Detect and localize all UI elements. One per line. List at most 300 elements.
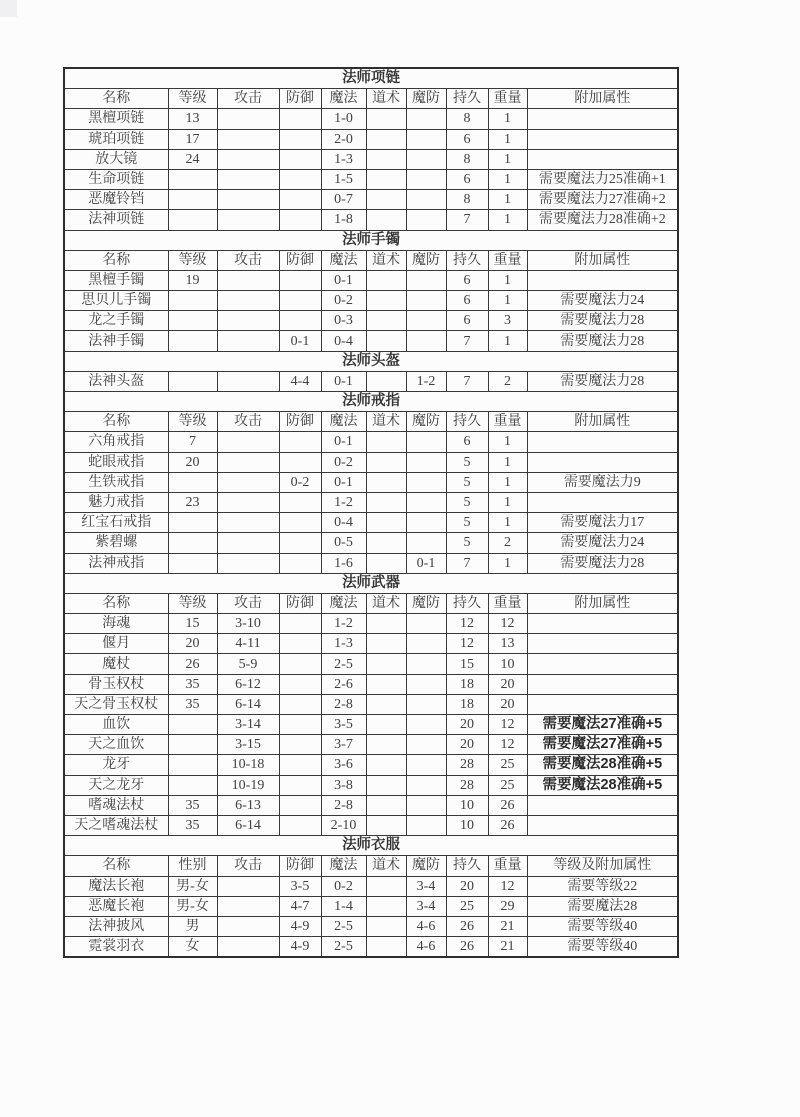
stat-cell: [366, 916, 406, 936]
stat-cell: 1-3: [321, 149, 366, 169]
stat-cell: 1-6: [321, 553, 366, 573]
stat-cell: 28: [446, 775, 488, 795]
stat-cell: [279, 129, 321, 149]
stat-cell: [366, 654, 406, 674]
column-header: 名称: [64, 250, 168, 270]
stat-cell: 3-4: [406, 876, 446, 896]
stat-cell: [366, 331, 406, 351]
stat-cell: 7: [446, 553, 488, 573]
stat-cell: [279, 432, 321, 452]
item-row: [64, 674, 678, 694]
stat-cell: [279, 654, 321, 674]
stat-cell: 4-9: [279, 916, 321, 936]
stat-cell: 20: [488, 674, 527, 694]
column-header: 等级及附加属性: [527, 856, 678, 876]
item-name-cell: 紫碧螺: [64, 533, 168, 553]
stat-cell: [279, 735, 321, 755]
column-header: 道术: [366, 856, 406, 876]
stat-cell: 15: [446, 654, 488, 674]
item-row: [64, 937, 678, 958]
column-header: 防御: [279, 89, 321, 109]
stat-cell: 10: [446, 795, 488, 815]
column-header: 魔法: [321, 89, 366, 109]
stat-cell: 26: [168, 654, 217, 674]
stat-cell: [366, 452, 406, 472]
stat-cell: 5: [446, 492, 488, 512]
stat-cell: 4-6: [406, 916, 446, 936]
stat-cell: [168, 472, 217, 492]
stat-cell: 19: [168, 270, 217, 290]
equipment-table: [63, 67, 679, 958]
stat-cell: [366, 270, 406, 290]
item-name-cell: 法神项链: [64, 210, 168, 230]
stat-cell: 3: [488, 311, 527, 331]
stat-cell: [366, 492, 406, 512]
stat-cell: 需要魔法力17: [527, 513, 678, 533]
stat-cell: 0-2: [279, 472, 321, 492]
stat-cell: 0-3: [321, 311, 366, 331]
stat-cell: 8: [446, 109, 488, 129]
stat-cell: 7: [168, 432, 217, 452]
stat-cell: 3-4: [406, 896, 446, 916]
column-header: 攻击: [217, 250, 279, 270]
item-row: [64, 371, 678, 391]
stat-cell: 6: [446, 432, 488, 452]
stat-cell: 1-4: [321, 896, 366, 916]
stat-cell: 5: [446, 472, 488, 492]
stat-cell: [406, 190, 446, 210]
stat-cell: [366, 371, 406, 391]
item-name-cell: 魅力戒指: [64, 492, 168, 512]
stat-cell: 2-8: [321, 795, 366, 815]
stat-cell: [366, 472, 406, 492]
stat-cell: 需要等级22: [527, 876, 678, 896]
item-row: [64, 715, 678, 735]
column-header: 等级: [168, 89, 217, 109]
item-row: [64, 755, 678, 775]
stat-cell: [406, 795, 446, 815]
stat-cell: 7: [446, 210, 488, 230]
column-header: 持久: [446, 593, 488, 613]
item-row: [64, 190, 678, 210]
stat-cell: [217, 492, 279, 512]
stat-cell: [279, 109, 321, 129]
stat-cell: [168, 513, 217, 533]
item-name-cell: 龙牙: [64, 755, 168, 775]
stat-cell: 0-7: [321, 190, 366, 210]
stat-cell: 26: [488, 795, 527, 815]
stat-cell: [217, 149, 279, 169]
column-header-row: [64, 250, 678, 270]
stat-cell: 3-5: [279, 876, 321, 896]
stat-cell: [217, 452, 279, 472]
stat-cell: 3-7: [321, 735, 366, 755]
stat-cell: 0-2: [321, 452, 366, 472]
stat-cell: 25: [446, 896, 488, 916]
stat-cell: [279, 492, 321, 512]
stat-cell: [366, 795, 406, 815]
column-header: 名称: [64, 856, 168, 876]
item-name-cell: 血饮: [64, 715, 168, 735]
stat-cell: [366, 815, 406, 835]
stat-cell: 6: [446, 169, 488, 189]
stat-cell: [406, 331, 446, 351]
column-header-row: [64, 89, 678, 109]
item-name-cell: 生命项链: [64, 169, 168, 189]
item-row: [64, 492, 678, 512]
stat-cell: 7: [446, 371, 488, 391]
item-row: [64, 331, 678, 351]
scan-artifact: [0, 0, 17, 17]
column-header: 持久: [446, 412, 488, 432]
stat-cell: [366, 937, 406, 958]
stat-cell: 12: [488, 614, 527, 634]
stat-cell: 4-9: [279, 937, 321, 958]
stat-cell: [366, 291, 406, 311]
section-3: [64, 392, 678, 574]
stat-cell: [168, 755, 217, 775]
stat-cell: [366, 775, 406, 795]
column-header: 防御: [279, 593, 321, 613]
stat-cell: [217, 169, 279, 189]
stat-cell: [527, 492, 678, 512]
stat-cell: [279, 270, 321, 290]
stat-cell: 3-10: [217, 614, 279, 634]
item-row: [64, 452, 678, 472]
column-header: 持久: [446, 856, 488, 876]
stat-cell: [279, 210, 321, 230]
stat-cell: [279, 452, 321, 472]
item-row: [64, 311, 678, 331]
column-header: 防御: [279, 412, 321, 432]
stat-cell: [279, 674, 321, 694]
column-header: 攻击: [217, 412, 279, 432]
stat-cell: [279, 169, 321, 189]
column-header: 道术: [366, 89, 406, 109]
stat-cell: [406, 311, 446, 331]
stat-cell: [279, 755, 321, 775]
stat-cell: [168, 371, 217, 391]
column-header: 附加属性: [527, 250, 678, 270]
stat-cell: [527, 129, 678, 149]
stat-cell: 2-5: [321, 654, 366, 674]
stat-cell: 25: [488, 755, 527, 775]
stat-cell: 1: [488, 129, 527, 149]
stat-cell: 29: [488, 896, 527, 916]
stat-cell: [366, 149, 406, 169]
stat-cell: 0-2: [321, 291, 366, 311]
stat-cell: 1: [488, 291, 527, 311]
stat-cell: 3-5: [321, 715, 366, 735]
column-header: 重量: [488, 250, 527, 270]
stat-cell: [366, 210, 406, 230]
stat-cell: 7: [446, 331, 488, 351]
stat-cell: 28: [446, 755, 488, 775]
stat-cell: 4-11: [217, 634, 279, 654]
item-row: [64, 270, 678, 290]
stat-cell: [406, 755, 446, 775]
stat-cell: [168, 533, 217, 553]
column-header: 重量: [488, 412, 527, 432]
item-name-cell: 天之骨玉权杖: [64, 694, 168, 714]
stat-cell: 20: [168, 452, 217, 472]
section-1: [64, 230, 678, 351]
section-2: [64, 351, 678, 391]
stat-cell: [366, 896, 406, 916]
equipment-sheet: [63, 67, 677, 958]
stat-cell: [406, 513, 446, 533]
item-row: [64, 916, 678, 936]
stat-cell: [406, 775, 446, 795]
stat-cell: 需要魔法力28准确+2: [527, 210, 678, 230]
stat-cell: [527, 149, 678, 169]
stat-cell: [217, 291, 279, 311]
stat-cell: 0-1: [321, 371, 366, 391]
stat-cell: 0-1: [321, 472, 366, 492]
stat-cell: 需要魔法力25准确+1: [527, 169, 678, 189]
stat-cell: [168, 553, 217, 573]
stat-cell: 1: [488, 210, 527, 230]
column-header: 等级: [168, 593, 217, 613]
stat-cell: [217, 533, 279, 553]
stat-cell: 1-0: [321, 109, 366, 129]
stat-cell: [527, 634, 678, 654]
section-title: 法师衣服: [64, 836, 678, 856]
stat-cell: [527, 815, 678, 835]
stat-cell: [406, 210, 446, 230]
stat-cell: [168, 291, 217, 311]
stat-cell: [279, 291, 321, 311]
stat-cell: 需要魔法力28: [527, 311, 678, 331]
column-header: 道术: [366, 412, 406, 432]
stat-cell: [279, 795, 321, 815]
stat-cell: 5: [446, 533, 488, 553]
item-row: [64, 876, 678, 896]
stat-cell: [217, 331, 279, 351]
stat-cell: [406, 129, 446, 149]
section-title: 法师项链: [64, 68, 678, 89]
stat-cell: 1: [488, 492, 527, 512]
stat-cell: 1-5: [321, 169, 366, 189]
stat-cell: 1: [488, 190, 527, 210]
item-row: [64, 432, 678, 452]
stat-cell: [366, 674, 406, 694]
stat-cell: [406, 654, 446, 674]
item-name-cell: 龙之手镯: [64, 311, 168, 331]
stat-cell: [406, 291, 446, 311]
stat-cell: 10: [446, 815, 488, 835]
stat-cell: [366, 614, 406, 634]
stat-cell: [217, 371, 279, 391]
section-0: [64, 68, 678, 230]
stat-cell: 需要魔法力24: [527, 291, 678, 311]
item-name-cell: 思贝儿手镯: [64, 291, 168, 311]
stat-cell: [366, 169, 406, 189]
stat-cell: [168, 311, 217, 331]
column-header: 持久: [446, 250, 488, 270]
stat-cell: [217, 190, 279, 210]
stat-cell: [366, 694, 406, 714]
stat-cell: [279, 614, 321, 634]
stat-cell: 6: [446, 311, 488, 331]
stat-cell: [527, 694, 678, 714]
column-header: 魔防: [406, 89, 446, 109]
stat-cell: 0-2: [321, 876, 366, 896]
stat-cell: 6-13: [217, 795, 279, 815]
stat-cell: [406, 614, 446, 634]
stat-cell: [366, 553, 406, 573]
item-row: [64, 775, 678, 795]
section-title-row: [64, 392, 678, 412]
stat-cell: [217, 916, 279, 936]
stat-cell: 1-3: [321, 634, 366, 654]
stat-cell: 0-5: [321, 533, 366, 553]
item-name-cell: 法神手镯: [64, 331, 168, 351]
stat-cell: 0-1: [321, 270, 366, 290]
item-row: [64, 533, 678, 553]
stat-cell: [366, 513, 406, 533]
section-title-row: [64, 230, 678, 250]
stat-cell: 23: [168, 492, 217, 512]
item-row: [64, 896, 678, 916]
stat-cell: 1: [488, 149, 527, 169]
stat-cell: [366, 755, 406, 775]
stat-cell: [217, 432, 279, 452]
stat-cell: [217, 472, 279, 492]
stat-cell: 3-8: [321, 775, 366, 795]
stat-cell: 12: [488, 715, 527, 735]
column-header: 重量: [488, 89, 527, 109]
stat-cell: 1: [488, 553, 527, 573]
stat-cell: [168, 210, 217, 230]
stat-cell: [406, 109, 446, 129]
section-title-row: [64, 68, 678, 89]
column-header: 魔法: [321, 412, 366, 432]
item-name-cell: 琥珀项链: [64, 129, 168, 149]
item-name-cell: 嗜魂法杖: [64, 795, 168, 815]
column-header: 攻击: [217, 593, 279, 613]
item-row: [64, 694, 678, 714]
stat-cell: [406, 149, 446, 169]
stat-cell: 3-6: [321, 755, 366, 775]
section-title: 法师头盔: [64, 351, 678, 371]
column-header: 魔防: [406, 250, 446, 270]
column-header: 性别: [168, 856, 217, 876]
stat-cell: 需要魔法27准确+5: [527, 735, 678, 755]
stat-cell: 35: [168, 694, 217, 714]
stat-cell: 需要魔法力28: [527, 371, 678, 391]
stat-cell: 21: [488, 916, 527, 936]
stat-cell: 26: [488, 815, 527, 835]
stat-cell: 4-7: [279, 896, 321, 916]
stat-cell: 1: [488, 331, 527, 351]
stat-cell: 8: [446, 190, 488, 210]
item-name-cell: 放大镜: [64, 149, 168, 169]
stat-cell: [527, 654, 678, 674]
stat-cell: 5: [446, 513, 488, 533]
stat-cell: 20: [446, 876, 488, 896]
stat-cell: [279, 553, 321, 573]
stat-cell: 0-1: [406, 553, 446, 573]
stat-cell: [406, 674, 446, 694]
stat-cell: [279, 149, 321, 169]
stat-cell: 需要魔法力27准确+2: [527, 190, 678, 210]
stat-cell: 男-女: [168, 896, 217, 916]
stat-cell: [406, 452, 446, 472]
stat-cell: [527, 795, 678, 815]
column-header: 道术: [366, 250, 406, 270]
stat-cell: 1: [488, 169, 527, 189]
stat-cell: [527, 270, 678, 290]
section-title-row: [64, 573, 678, 593]
item-name-cell: 魔法长袍: [64, 876, 168, 896]
item-name-cell: 天之血饮: [64, 735, 168, 755]
stat-cell: 6-12: [217, 674, 279, 694]
stat-cell: [406, 169, 446, 189]
column-header: 重量: [488, 856, 527, 876]
stat-cell: 1-2: [321, 614, 366, 634]
stat-cell: 20: [168, 634, 217, 654]
column-header: 魔法: [321, 250, 366, 270]
stat-cell: [168, 190, 217, 210]
stat-cell: 需要魔法力28: [527, 553, 678, 573]
stat-cell: 35: [168, 815, 217, 835]
stat-cell: [406, 694, 446, 714]
item-name-cell: 魔杖: [64, 654, 168, 674]
item-name-cell: 生铁戒指: [64, 472, 168, 492]
stat-cell: 8: [446, 149, 488, 169]
stat-cell: 需要等级40: [527, 916, 678, 936]
stat-cell: 0-4: [321, 331, 366, 351]
stat-cell: 12: [488, 876, 527, 896]
stat-cell: [366, 634, 406, 654]
item-row: [64, 654, 678, 674]
stat-cell: [217, 937, 279, 958]
stat-cell: [366, 109, 406, 129]
stat-cell: 5: [446, 452, 488, 472]
stat-cell: [217, 513, 279, 533]
item-name-cell: 黑檀手镯: [64, 270, 168, 290]
item-name-cell: 法神戒指: [64, 553, 168, 573]
item-name-cell: 天之嗜魂法杖: [64, 815, 168, 835]
item-name-cell: 恶魔铃铛: [64, 190, 168, 210]
stat-cell: 12: [446, 634, 488, 654]
stat-cell: [168, 775, 217, 795]
item-name-cell: 骨玉权杖: [64, 674, 168, 694]
stat-cell: 2: [488, 371, 527, 391]
stat-cell: 3-15: [217, 735, 279, 755]
column-header: 重量: [488, 593, 527, 613]
stat-cell: 1: [488, 452, 527, 472]
section-title-row: [64, 836, 678, 856]
stat-cell: [279, 634, 321, 654]
column-header: 攻击: [217, 89, 279, 109]
stat-cell: [527, 109, 678, 129]
stat-cell: [217, 109, 279, 129]
stat-cell: 1: [488, 432, 527, 452]
column-header: 攻击: [217, 856, 279, 876]
stat-cell: 需要魔法27准确+5: [527, 715, 678, 735]
item-row: [64, 210, 678, 230]
stat-cell: 35: [168, 795, 217, 815]
stat-cell: 1: [488, 109, 527, 129]
stat-cell: 24: [168, 149, 217, 169]
stat-cell: [366, 715, 406, 735]
item-row: [64, 614, 678, 634]
stat-cell: [527, 674, 678, 694]
stat-cell: 6: [446, 291, 488, 311]
item-row: [64, 553, 678, 573]
